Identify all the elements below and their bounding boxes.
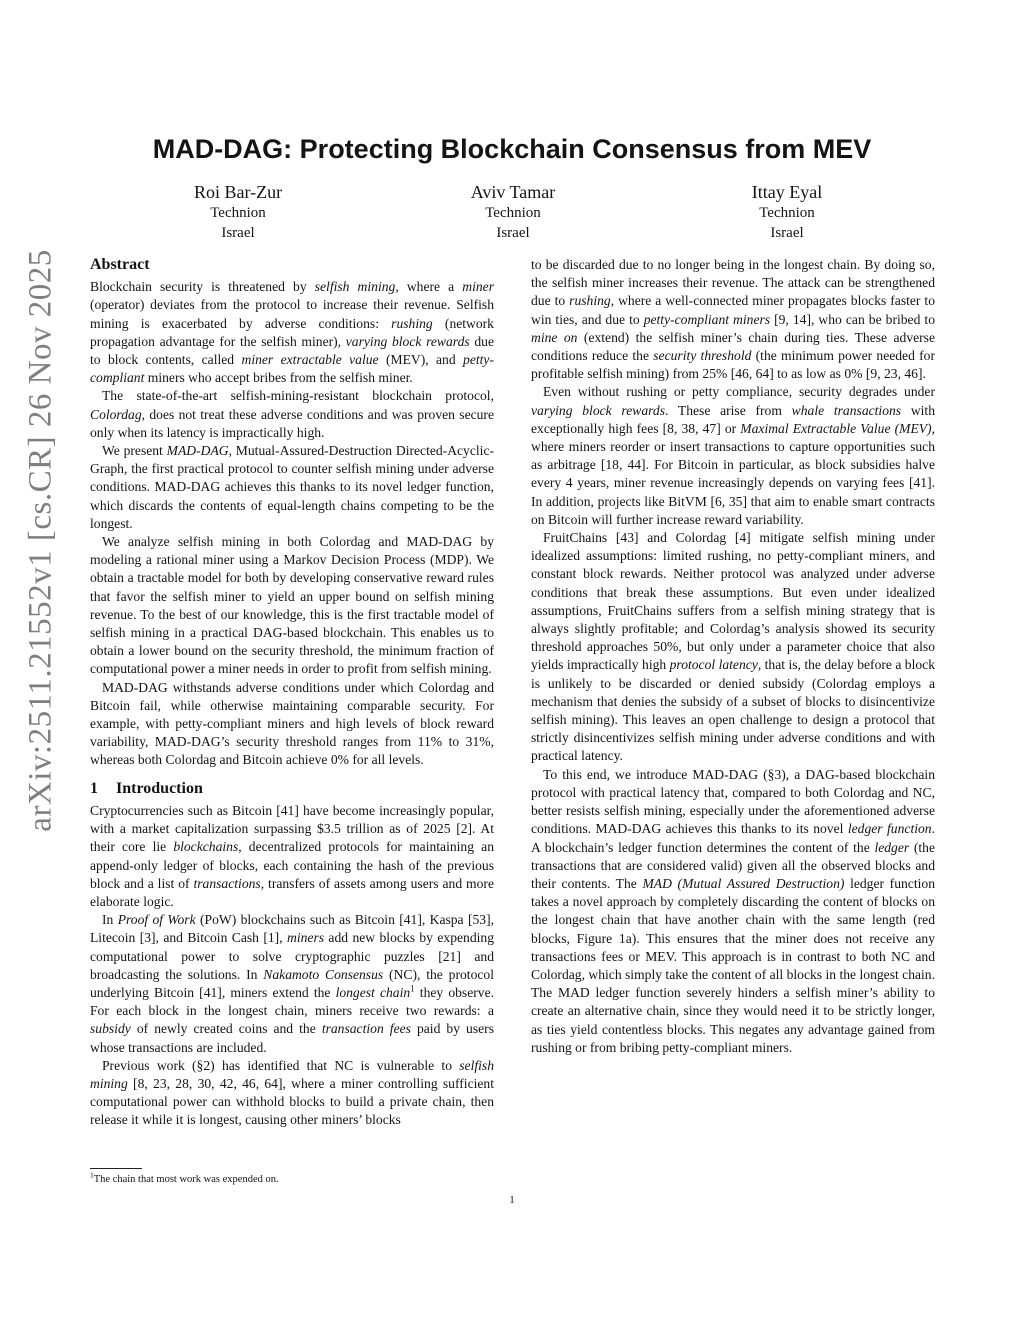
emphasis-term: MAD (Mutual Assured Destruction) (642, 875, 845, 891)
emphasis-term: whale transactions (791, 402, 902, 418)
introduction-heading (90, 780, 494, 798)
author-block (657, 182, 917, 243)
emphasis-term: selfish mining (314, 279, 396, 295)
emphasis-term: protocol latency (669, 657, 758, 673)
emphasis-term: selfish mining (90, 1057, 494, 1091)
arxiv-stamp (6, 240, 76, 840)
section-number: 1 (90, 779, 98, 797)
emphasis-term: Proof of Work (117, 912, 196, 928)
abstract-paragraph: MAD-DAG withstands adverse conditions under which Colordag and Bitcoin fail, while otherwise maintaining comparable security. For example, with petty-compliant miners and high levels of block reward variability, MAD-DAG’s security threshold ranges from 11% to 31%, whereas both Colordag and Bitcoin achieve 0% for all levels. (90, 679, 494, 768)
body-paragraph: In Proof of Work (PoW) blockchains such as Bitcoin [41], Kaspa [53], Litecoin [3], and Bitcoin Cash [1], miners add new blocks by expending computational power to solve cryptographic puzzles [21] and broadcasting the solutions. In Nakamoto Consensus (NC), the protocol underlying Bitcoin [41], miners extend the longest chain$^1$ they observe. For each block in the longest chain, miners receive two rewards: a subsidy of newly created coins and the transaction fees paid by users whose transactions are included. (90, 912, 495, 1055)
author-name: Aviv Tamar (470, 182, 556, 202)
emphasis-term: ledger (874, 839, 910, 855)
footnote-rule (90, 1168, 142, 1169)
body-paragraph: To this end, we introduce MAD-DAG (§3), a DAG-based blockchain protocol with practical latency that, compared to both Colordag and NC, better resists selfish mining, especially under the aforementioned adverse conditions. MAD-DAG achieves this thanks to its novel ledger function. A blockchain’s ledger function determines the content of the ledger (the transactions that are considered valid) given all the observed blocks and their contents. The MAD (Mutual Assured Destruction) ledger function takes a novel approach by completely discarding the content of blocks on the longest chain that have another chain with the same length (red blocks, Figure 1a). This ensures that the miner does not receive any transactions fees or MEV. This approach is in contrast to both NC and Colordag, which simply take the content of all blocks in the longest chain. The MAD ledger function severely hinders a selfish miner’s ability to create an alternative chain, since they would need it to be strictly longer, as ties yield contentless blocks. This negates any advantage gained from rushing or from bribing petty-compliant miners. (531, 766, 935, 1055)
emphasis-term: varying block rewards (531, 402, 665, 418)
emphasis-term: Nakamoto Consensus (263, 966, 384, 982)
paper-title: MAD-DAG: Protecting Blockchain Consensus from MEV (152, 134, 872, 164)
body-paragraph: FruitChains [43] and Colordag [4] mitigate selfish mining under idealized assumptions: limited rushing, no petty-compliant miners, and constant block rewards. Neither protocol was analyzed under adverse conditions that break these assumptions. But even under idealized assumptions, FruitChains suffers from a selfish mining strategy that is always slightly profitable; and Colordag’s analysis showed its security threshold approaches 50%, but only under a parameter choice that also yields impractically high protocol latency, that is, the delay before a block is unlikely to be discarded or denied subsidy (Colordag employs a mechanism that denies the subsidy of a subset of blocks to disincentivize selfish mining). This leaves an open challenge to design a protocol that strictly disincentivizes selfish mining under adverse conditions and with practical latency. (531, 530, 936, 764)
abstract-paragraph: Blockchain security is threatened by selfish mining, where a miner (operator) deviates from the protocol to increase their revenue. Selfish mining is exacerbated by adverse conditions: rushing (network propagation advantage for the selfish miner), varying block rewards due to block contents, called miner extractable value (MEV), and petty-compliant miners who accept bribes from the selfish miner. (90, 279, 494, 386)
body-paragraph: to be discarded due to no longer being in the longest chain. By doing so, the selfish miner increases their revenue. The attack can be strengthened due to rushing, where a well-connected miner propagates blocks faster to win ties, and due to petty-compliant miners [9, 14], who can be bribed to mine on (extend) the selfish miner’s chain during ties. These adverse conditions reduce the security threshold (the minimum power needed for profitable selfish mining) from 25% [46, 64] to as low as 0% [9, 23, 46]. (531, 257, 936, 382)
emphasis-term: Colordag (90, 406, 142, 422)
emphasis-term: miner extractable value (241, 352, 379, 368)
author-affiliation: Technion (210, 205, 266, 221)
page-number: 1 (509, 1194, 515, 1206)
abstract-paragraph: The state-of-the-art selfish-mining-resistant blockchain protocol, Colordag, does not treat these adverse conditions and was proven secure only when its latency is impractically high. (90, 388, 494, 440)
emphasis-term: subsidy (90, 1021, 131, 1037)
emphasis-term: security threshold (653, 348, 752, 364)
section-title: Introduction (116, 779, 203, 797)
body-paragraph: Even without rushing or petty compliance, security degrades under varying block rewards. These arise from whale transactions with exceptionally high fees [8, 38, 47] or Maximal Extractable Value (MEV), where miners reorder or insert transactions to capture opportunities such as arbitrage [18, 44]. For Bitcoin in particular, as block subsidies halve every 4 years, miner revenue increasingly depends on varying fees [41]. In addition, projects like BitVM [6, 35] that aim to enable smart contracts on Bitcoin will further increase reward variability. (531, 384, 935, 527)
author-country: Israel (496, 225, 530, 241)
author-block (383, 182, 643, 243)
author-affiliation: Technion (485, 205, 541, 221)
footnote-ref: 1 (410, 983, 415, 994)
emphasis-term: Maximal Extractable Value (MEV) (740, 420, 932, 436)
abstract-heading: Abstract (90, 256, 150, 273)
author-name: Roi Bar-Zur (193, 182, 283, 202)
emphasis-term: transactions (193, 875, 261, 891)
footnote-mark: 1 (90, 1170, 94, 1180)
emphasis-term: blockchains (173, 839, 239, 855)
author-country: Israel (221, 225, 255, 241)
arxiv-stamp-text: arXiv:2511.21552v1 [cs.CR] 26 Nov 2025 (22, 248, 59, 832)
author-country: Israel (770, 225, 804, 241)
author-name: Ittay Eyal (751, 182, 823, 202)
right-column (531, 256, 935, 1057)
emphasis-term: rushing (569, 293, 611, 309)
emphasis-term: miners (287, 930, 325, 946)
emphasis-term: rushing (391, 315, 433, 331)
footnote-text: The chain that most work was expended on. (93, 1174, 279, 1185)
emphasis-term: mine on (531, 329, 578, 345)
emphasis-term: longest chain (335, 984, 411, 1000)
body-paragraph: Cryptocurrencies such as Bitcoin [41] have become increasingly popular, with a market capitalization surpassing $3.5 trillion as of 2025 [2]. At their core lie blockchains, decentralized protocols for maintaining an append-only ledger of blocks, each containing the hash of the previous block and a list of transactions, transfers of assets among users and more elaborate logic. (90, 802, 494, 909)
emphasis-term: miner (462, 279, 494, 295)
emphasis-term: transaction fees (321, 1021, 411, 1037)
author-affiliation: Technion (759, 205, 815, 221)
abstract-paragraph: We present MAD-DAG, Mutual-Assured-Destruction Directed-Acyclic-Graph, the first practical protocol to counter selfish mining under adverse conditions. MAD-DAG achieves this thanks to its novel ledger function, which discards the contents of equal-length chains competing to be the longest. (90, 443, 495, 531)
emphasis-term: petty-compliant miners (643, 311, 771, 327)
emphasis-term: ledger function (847, 821, 932, 837)
author-block (108, 182, 368, 243)
footnote (90, 1170, 279, 1186)
left-column (90, 256, 494, 1130)
emphasis-term: varying block rewards (345, 333, 470, 349)
emphasis-term: petty-compliant (90, 352, 494, 386)
body-paragraph: Previous work (§2) has identified that NC is vulnerable to selfish mining [8, 23, 28, 30, 42, 46, 64], where a miner controlling sufficient computational power can withhold blocks to build a private chain, then release it while it is longest, causing other miners’ blocks (90, 1057, 494, 1128)
abstract-paragraph: We analyze selfish mining in both Colordag and MAD-DAG by modeling a rational miner using a Markov Decision Process (MDP). We obtain a tractable model for both by developing conservative reward rules that favor the selfish miner to yield an upper bound on selfish mining revenue. To the best of our knowledge, this is the first tractable model of selfish mining in a practical DAG-based blockchain. This enables us to obtain a lower bound on the security threshold, the minimum fraction of computational power a miner needs in order to profit from selfish mining. (90, 534, 494, 677)
emphasis-term: MAD-DAG (166, 443, 229, 459)
